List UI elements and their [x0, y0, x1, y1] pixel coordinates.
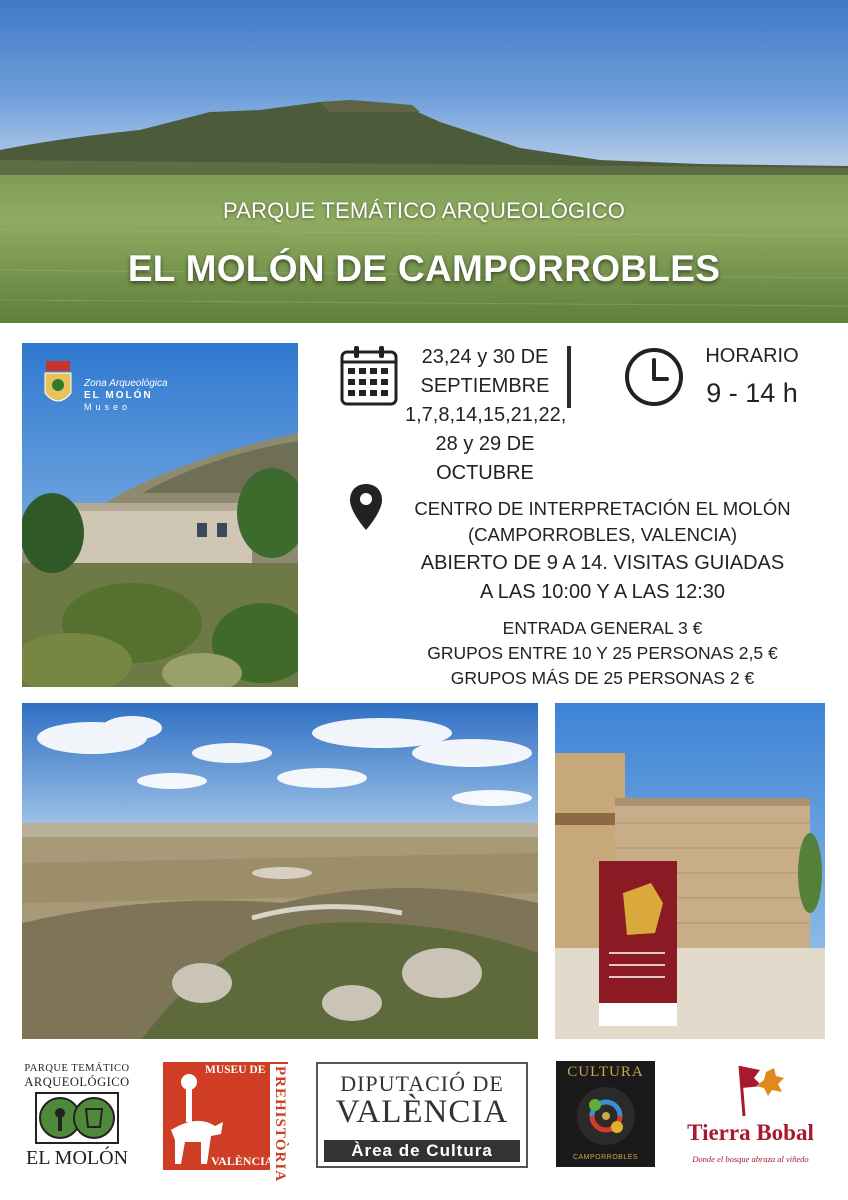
divider: [567, 346, 571, 408]
opening-line: ABIERTO DE 9 A 14. VISITAS GUIADAS: [420, 552, 785, 574]
logo-cultura-title: CULTURA: [567, 1064, 644, 1080]
logo-dip-line2: VALÈNCIA: [335, 1094, 509, 1130]
location-text: [405, 496, 800, 548]
logo-museu-line2: VALÈNCIA: [211, 1154, 274, 1168]
crest-title: EL MOLÓN: [84, 390, 153, 401]
logo-tierra-bobal-tagline: Donde el bosque abraza al viñedo: [692, 1154, 809, 1164]
price-general: ENTRADA GENERAL 3 €: [502, 618, 703, 638]
price-list: [405, 616, 800, 691]
logo-museu-prehistoria: [163, 1062, 288, 1183]
schedule-value: 9 - 14 h: [706, 378, 798, 408]
price-group-small: GRUPOS ENTRE 10 Y 25 PERSONAS 2,5 €: [427, 643, 778, 663]
hero-banner: [0, 0, 848, 323]
opening-hours: [405, 549, 800, 607]
hero-subtitle: PARQUE TEMÁTICO ARQUEOLÓGICO: [222, 198, 626, 223]
clock-icon: [624, 347, 684, 407]
flag-leaf-icon: [726, 1062, 786, 1118]
dates-line: 28 y 29 DE: [435, 433, 535, 455]
logo-molon-line1: PARQUE TEMÁTICO: [24, 1063, 130, 1074]
spiral-emblem-icon: [575, 1085, 637, 1147]
dates-line: OCTUBRE: [436, 462, 534, 484]
coat-of-arms-icon: [42, 359, 74, 411]
location-city: (CAMPORROBLES, VALENCIA): [468, 524, 737, 545]
logo-tierra-bobal-name: Tierra Bobal: [687, 1120, 814, 1145]
map-pin-icon: [348, 482, 384, 532]
hero-title: EL MOLÓN DE CAMPORROBLES: [127, 248, 721, 289]
logo-diputacio-valencia: [316, 1062, 528, 1168]
crest-caption: Zona Arqueológica: [84, 378, 168, 389]
logo-dip-line1: DIPUTACIÓ DE: [340, 1071, 504, 1096]
logo-museu-vertical-text: PREHISTÒRIA: [272, 1066, 288, 1183]
logo-museu-line1: MUSEU DE: [205, 1064, 266, 1076]
horse-rider-icon: [167, 1070, 227, 1166]
dates-line: SEPTIEMBRE: [420, 375, 550, 397]
museum-photo: [22, 343, 298, 687]
logo-molon-line3: EL MOLÓN: [25, 1147, 129, 1169]
logo-parque-el-molon: [18, 1061, 136, 1171]
molon-emblem-icon: [34, 1091, 120, 1145]
event-dates: [405, 343, 565, 488]
logo-dip-band: Àrea de Cultura: [324, 1140, 520, 1162]
opening-line: A LAS 10:00 Y A LAS 12:30: [479, 581, 726, 603]
logo-cultura-subtitle: CAMPORROBLES: [572, 1154, 639, 1161]
interpretation-centre-photo: [555, 703, 825, 1039]
logo-tierra-bobal: [668, 1062, 833, 1170]
dates-line: 1,7,8,14,15,21,22,: [405, 404, 567, 426]
logo-molon-line2: ARQUEOLÓGICO: [24, 1075, 130, 1089]
logo-cultura-camporrobles: [556, 1061, 655, 1167]
dates-line: 23,24 y 30 DE: [421, 346, 549, 368]
schedule-label: HORARIO: [705, 345, 799, 367]
crest-subcaption: Museo: [84, 402, 132, 412]
price-group-large: GRUPOS MÁS DE 25 PERSONAS 2 €: [450, 668, 755, 688]
aerial-landscape-photo: [22, 703, 538, 1039]
calendar-icon: [340, 344, 398, 406]
location-name: CENTRO DE INTERPRETACIÓN EL MOLÓN: [414, 498, 791, 519]
